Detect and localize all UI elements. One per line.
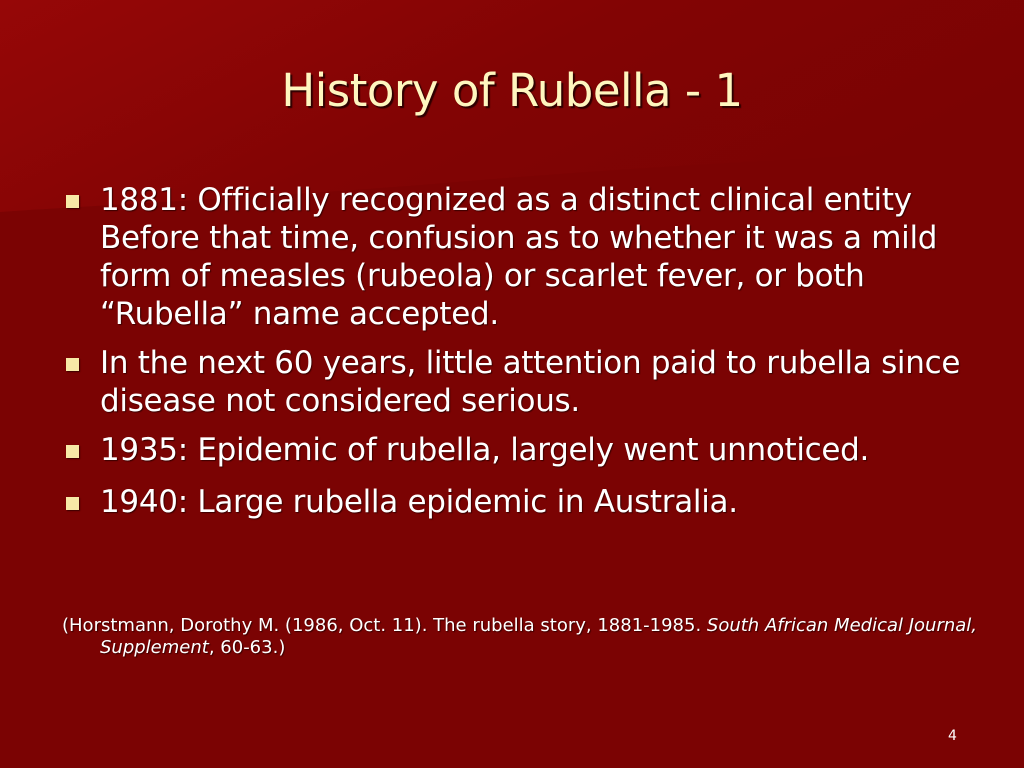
citation-text: (Horstmann, Dorothy M. (1986, Oct. 11). The rubella story, 1881-1985.: [62, 615, 707, 636]
square-bullet-icon: [66, 358, 79, 371]
bullet-text: 1940: Large rubella epidemic in Australia.: [100, 484, 738, 520]
bullet-text: 1935: Epidemic of rubella, largely went unnoticed.: [100, 432, 870, 468]
bullet-item: [62, 181, 962, 333]
square-bullet-icon: [66, 445, 79, 458]
citation-pages: , 60-63.): [208, 637, 286, 658]
bullet-item: [62, 431, 962, 469]
citation: [62, 615, 980, 659]
square-bullet-icon: [66, 195, 79, 208]
bullet-text: In the next 60 years, little attention paid to rubella since disease not considered serious.: [100, 345, 961, 419]
page-number: 4: [948, 728, 957, 744]
bullet-list: [62, 181, 962, 521]
square-bullet-icon: [66, 497, 79, 510]
bullet-item: [62, 483, 962, 521]
slide-title: History of Rubella - 1: [281, 64, 743, 117]
bullet-text: 1881: Officially recognized as a distinct clinical entity Before that time, confusion as to whether it was a mild form of measles (rubeola) or scarlet fever, or both “Rubella” name accepted.: [100, 182, 938, 332]
bullet-item: [62, 344, 962, 420]
citation-journal: South African Medical Journal, Supplement: [100, 615, 978, 658]
